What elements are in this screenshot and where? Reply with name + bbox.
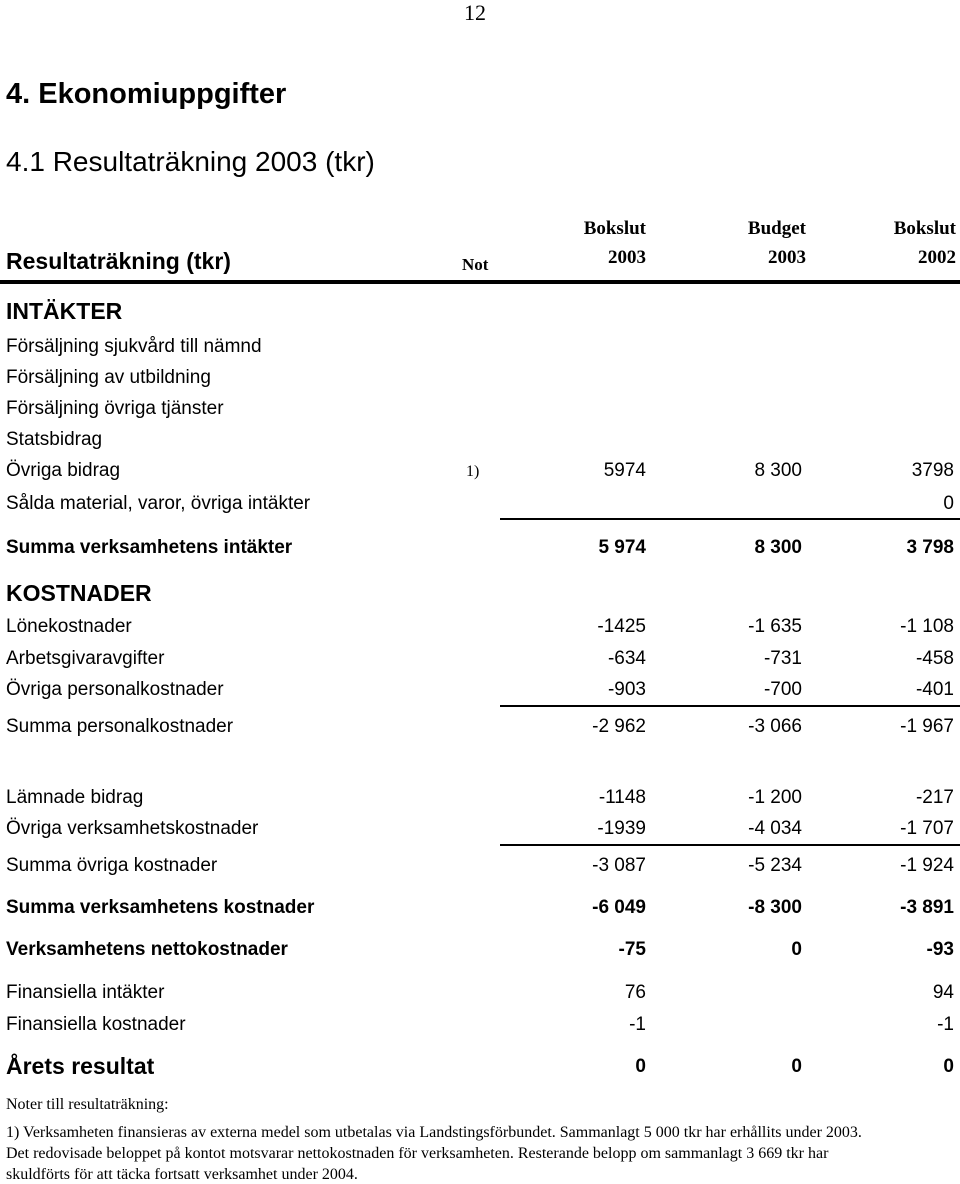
note-column-header: Not <box>462 255 489 274</box>
note-line: 1) Verksamheten finansieras av externa medel som utbetalas via Landstingsförbundet. Sammanlagt 5 000 tkr har erhållits under 2003. <box>6 1124 862 1141</box>
col3-header-line2: 2002 <box>918 247 956 268</box>
table-cell: 0 <box>943 493 954 514</box>
table-cell: 8 300 <box>754 460 802 481</box>
table-cell: 3798 <box>911 460 954 481</box>
table-cell: -3 087 <box>592 855 646 876</box>
table-cell: -1 200 <box>748 787 802 808</box>
income-row-label: Statsbidrag <box>6 429 103 450</box>
income-row-label: Försäljning sjukvård till nämnd <box>6 336 262 357</box>
table-cell: -217 <box>915 787 954 808</box>
subtotal-row-label: Summa övriga kostnader <box>6 855 218 876</box>
table-cell: -1148 <box>598 787 646 808</box>
result-row-label: Årets resultat <box>6 1053 155 1079</box>
subtotal-row-label: Summa personalkostnader <box>6 716 234 737</box>
income-row-label: Försäljning av utbildning <box>6 367 211 388</box>
table-cell: -1425 <box>597 616 646 637</box>
table-cell: -3 891 <box>900 897 954 918</box>
cost-row-label: Lönekostnader <box>6 616 132 637</box>
income-row-label: Sålda material, varor, övriga intäkter <box>6 493 311 514</box>
table-cell: -401 <box>915 679 954 700</box>
cost-row-label: Övriga personalkostnader <box>6 679 224 700</box>
table-cell: -75 <box>618 939 646 960</box>
table-cell: -458 <box>915 648 954 669</box>
table-cell: 0 <box>791 939 802 960</box>
table-cell: -6 049 <box>592 897 646 918</box>
income-row-label: Försäljning övriga tjänster <box>6 398 224 419</box>
table-title: Resultaträkning (tkr) <box>6 248 231 274</box>
table-cell: 94 <box>932 982 954 1003</box>
total-row-label: Summa verksamhetens intäkter <box>6 537 293 558</box>
section-heading: 4. Ekonomiuppgifter <box>6 78 287 110</box>
table-cell: -731 <box>763 648 802 669</box>
col3-header-line1: Bokslut <box>893 218 956 239</box>
table-cell: -8 300 <box>748 897 802 918</box>
income-section-heading: INTÄKTER <box>6 298 123 324</box>
page-number: 12 <box>464 0 486 25</box>
cost-row-label: Arbetsgivaravgifter <box>6 648 165 669</box>
total-row-label: Verksamhetens nettokostnader <box>6 939 288 960</box>
table-cell: 0 <box>635 1056 646 1077</box>
income-row-label: Övriga bidrag <box>6 460 121 481</box>
table-cell: -634 <box>607 648 646 669</box>
table-cell: 5974 <box>603 460 646 481</box>
table-cell: -4 034 <box>748 818 802 839</box>
table-cell: -1 635 <box>748 616 802 637</box>
table-cell: -903 <box>607 679 646 700</box>
table-cell: -3 066 <box>748 716 802 737</box>
table-cell: 8 300 <box>754 537 802 558</box>
note-reference: 1) <box>466 463 480 480</box>
table-cell: 3 798 <box>906 537 954 558</box>
note-line: Det redovisade beloppet på kontot motsvarar nettokostnaden för verksamheten. Resterande belopp om sammanlagt 3 669 tkr har <box>6 1145 829 1162</box>
table-cell: -1 967 <box>900 716 954 737</box>
table-cell: 76 <box>624 982 646 1003</box>
table-cell: 5 974 <box>598 537 646 558</box>
subtotal-rule <box>500 844 960 846</box>
subtotal-rule <box>500 705 960 707</box>
table-cell: -5 234 <box>748 855 802 876</box>
col1-header-line2: 2003 <box>608 247 646 268</box>
col2-header-line1: Budget <box>747 218 806 239</box>
subsection-heading: 4.1 Resultaträkning 2003 (tkr) <box>6 146 375 177</box>
table-cell: -93 <box>926 939 954 960</box>
table-cell: -700 <box>763 679 802 700</box>
subtotal-rule <box>500 518 960 520</box>
table-cell: -1 707 <box>900 818 954 839</box>
cost-row-label: Lämnade bidrag <box>6 787 144 808</box>
table-cell: -1 924 <box>900 855 954 876</box>
table-cell: -1 <box>629 1014 646 1035</box>
financial-row-label: Finansiella kostnader <box>6 1014 186 1035</box>
table-cell: -1939 <box>597 818 646 839</box>
table-cell: 0 <box>791 1056 802 1077</box>
header-rule <box>0 280 960 284</box>
table-cell: 0 <box>943 1056 954 1077</box>
note-line: skuldförts för att täcka fortsatt verksamhet under 2004. <box>6 1166 358 1183</box>
col1-header-line1: Bokslut <box>583 218 646 239</box>
notes-title: Noter till resultaträkning: <box>6 1096 169 1113</box>
cost-row-label: Övriga verksamhetskostnader <box>6 818 259 839</box>
financial-row-label: Finansiella intäkter <box>6 982 165 1003</box>
col2-header-line2: 2003 <box>768 247 806 268</box>
table-cell: -2 962 <box>592 716 646 737</box>
table-cell: -1 <box>937 1014 954 1035</box>
total-row-label: Summa verksamhetens kostnader <box>6 897 315 918</box>
table-cell: -1 108 <box>900 616 954 637</box>
cost-section-heading: KOSTNADER <box>6 580 152 606</box>
